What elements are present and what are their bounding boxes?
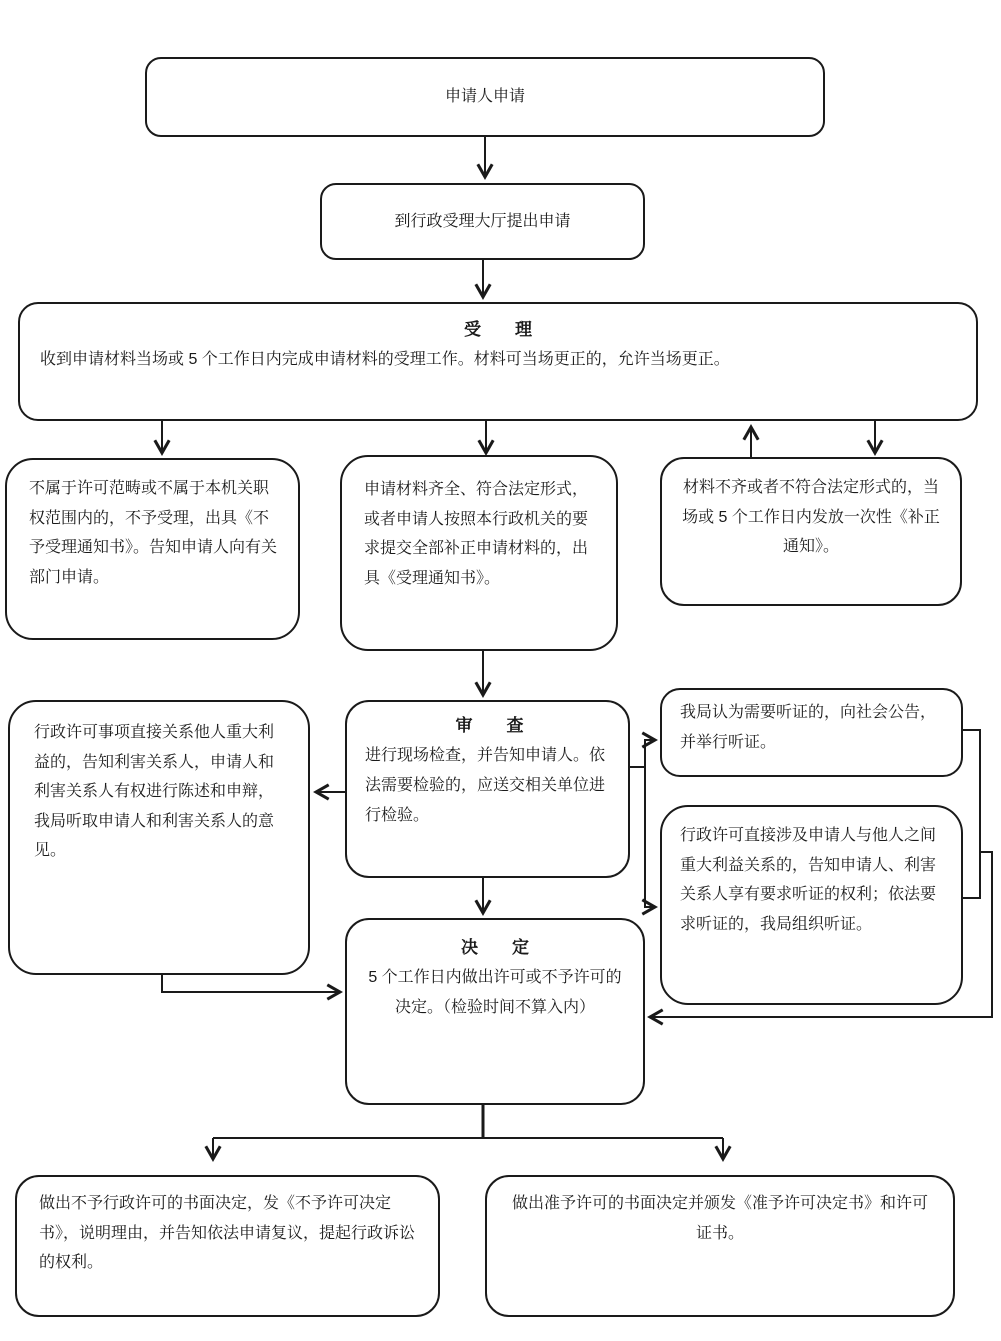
arrow-stakeholder-to-decision bbox=[162, 974, 339, 992]
node-accept bbox=[18, 302, 978, 421]
node-review-title: 审 查 bbox=[455, 716, 524, 735]
node-grant bbox=[485, 1175, 955, 1317]
node-applicant bbox=[145, 57, 825, 137]
node-not-accept bbox=[5, 458, 300, 640]
node-accept-title: 受 理 bbox=[464, 320, 532, 339]
node-review bbox=[345, 700, 630, 878]
node-deny bbox=[15, 1175, 440, 1317]
node-material-ok-label: 申请材料齐全、符合法定形式，或者申请人按照本行政机关的要求提交全部补正申请材料的，出具《受理通知书》。 bbox=[364, 481, 589, 587]
node-hearing-public-label: 我局认为需要听证的，向社会公告，并举行听证。 bbox=[680, 704, 937, 751]
node-material-ok bbox=[340, 455, 618, 651]
node-grant-label: 做出准予许可的书面决定并颁发《准予许可决定书》和许可证书。 bbox=[511, 1195, 928, 1242]
node-accept-body: 收到申请材料当场或 5 个工作日内完成申请材料的受理工作。材料可当场更正的，允许当场更正。 bbox=[40, 351, 730, 369]
node-hearing-public bbox=[660, 688, 963, 777]
node-hall bbox=[320, 183, 645, 260]
node-review-body: 进行现场检查，并告知申请人。依法需要检验的，应送交相关单位进行检验。 bbox=[365, 747, 606, 824]
node-hearing-request-label: 行政许可直接涉及申请人与他人之间重大利益关系的，告知申请人、利害关系人享有要求听证的权利；依法要求听证的，我局组织听证。 bbox=[680, 827, 937, 933]
node-decision-body: 5 个工作日内做出许可或不予许可的决定。（检验时间不算入内） bbox=[368, 969, 622, 1017]
node-decision bbox=[345, 918, 645, 1105]
node-hall-label: 到行政受理大厅提出申请 bbox=[394, 212, 571, 230]
node-deny-label: 做出不予行政许可的书面决定，发《不予许可决定书》，说明理由，并告知依法申请复议，提起行政诉讼的权利。 bbox=[39, 1195, 416, 1272]
node-not-accept-label: 不属于许可范畴或不属于本机关职权范围内的，不予受理，出具《不予受理通知书》。告知申请人向有关部门申请。 bbox=[29, 480, 278, 586]
node-applicant-label: 申请人申请 bbox=[444, 88, 525, 106]
line-hearingpublic-to-hearingrequest bbox=[962, 730, 980, 898]
node-decision-title: 决 定 bbox=[461, 938, 529, 957]
node-stakeholder-label: 行政许可事项直接关系他人重大利益的，告知利害关系人，申请人和利害关系人有权进行陈述和申辩，我局听取申请人和利害关系人的意见。 bbox=[34, 724, 275, 860]
node-hearing-request bbox=[660, 805, 963, 1005]
node-material-missing-label: 材料不齐或者不符合法定形式的，当场或 5 个工作日内发放一次性《补正通知》。 bbox=[682, 479, 940, 556]
node-stakeholder bbox=[8, 700, 310, 975]
node-material-missing bbox=[660, 457, 962, 606]
